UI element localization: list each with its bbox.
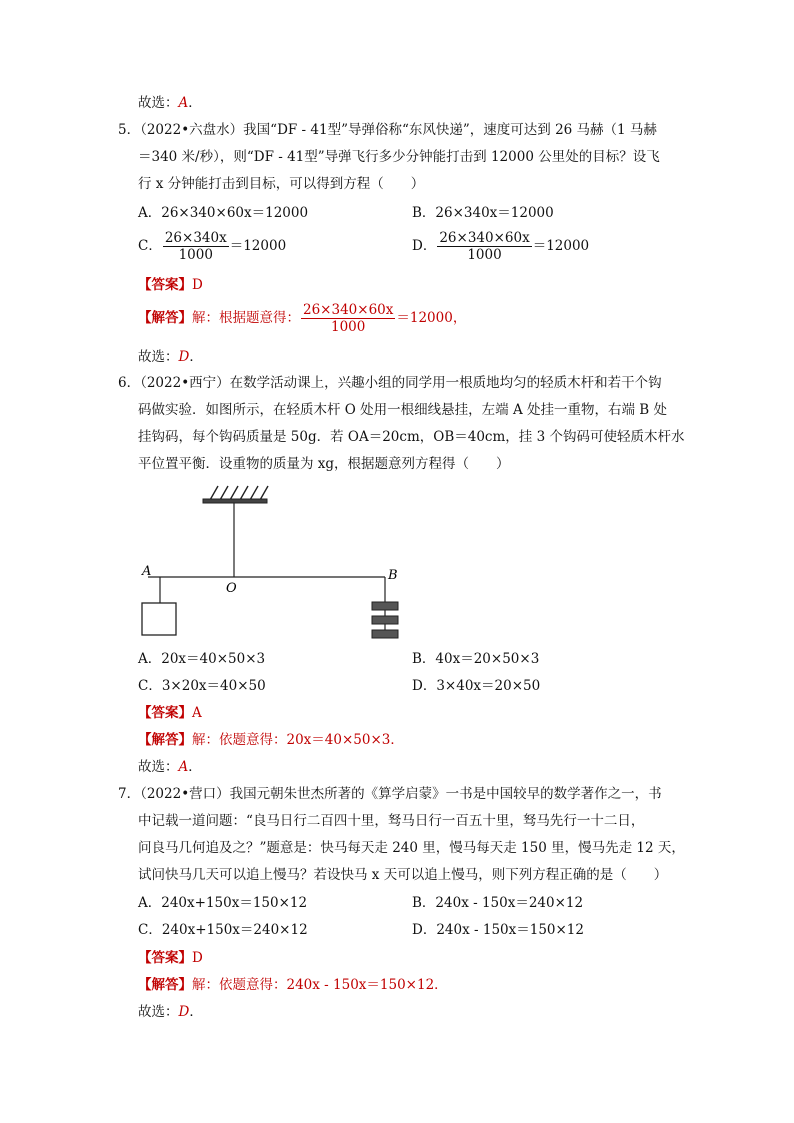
q5-option-c-label: C． xyxy=(138,238,162,254)
q7-source: （2022•营口） xyxy=(140,786,230,802)
q7-analysis-line xyxy=(138,976,448,994)
q5-stem-line3: 行 x 分钟能打击到目标，可以得到方程（ ） xyxy=(138,176,425,192)
q4-choose-end: ． xyxy=(188,95,202,111)
label-a: A xyxy=(142,564,152,579)
q5-option-b: B．26×340x＝12000 xyxy=(412,205,554,221)
q7-choose-label: 故选： xyxy=(138,1004,179,1020)
q5-analysis-tag: 【解答】 xyxy=(138,310,192,326)
q5-answer-tag: 【答案】 xyxy=(138,277,192,293)
q5-analysis-pre: 解：根据题意得： xyxy=(192,310,300,326)
q5-number: 5． xyxy=(118,122,141,138)
q7-stem-line4: 试问快马几天可以追上慢马？若设快马 x 天可以追上慢马，则下列方程正确的是（ ） xyxy=(138,867,668,883)
q7-choose-line xyxy=(138,1003,203,1021)
q5-option-d-denominator: 1000 xyxy=(467,247,502,263)
q5-choose-end: ． xyxy=(189,349,203,365)
ceiling-hatch xyxy=(210,486,268,500)
q7-analysis-pre: 解：依题意得： xyxy=(192,977,287,993)
q5-analysis-rhs: ＝12000， xyxy=(396,310,467,326)
q6-choose-line xyxy=(138,758,202,776)
q5-analysis-fraction xyxy=(301,302,395,335)
q5-option-c-rhs: ＝12000 xyxy=(229,238,287,254)
q7-stem-line2: 中记载一道问题：“良马日行二百四十里，驽马日行一百五十里，驽马先行一十二日， xyxy=(138,813,645,829)
q6-answer-line xyxy=(138,704,202,722)
q5-option-d-numerator: 26×340×60x xyxy=(439,230,530,246)
q6-option-a: A．20x＝40×50×3 xyxy=(138,651,266,667)
q5-option-d xyxy=(412,230,589,263)
q5-choose-line xyxy=(138,348,203,366)
q6-answer-tag: 【答案】 xyxy=(138,705,192,721)
q7-choose-value: D xyxy=(178,1004,190,1020)
q6-option-d: D．3×40x＝20×50 xyxy=(412,678,541,694)
unknown-weight-box xyxy=(142,603,176,635)
ceiling-bar xyxy=(203,499,267,503)
q7-option-d: D．240x - 150x＝150×12 xyxy=(412,922,584,938)
q7-analysis-equation: 240x - 150x＝150×12． xyxy=(286,977,448,993)
q5-option-d-label: D． xyxy=(412,238,437,254)
q6-option-c: C．3×20x＝40×50 xyxy=(138,678,266,694)
q7-answer-line xyxy=(138,949,203,967)
q7-option-a: A．240x+150x＝150×12 xyxy=(138,895,308,911)
q4-choose-label: 故选： xyxy=(138,95,179,111)
q7-stem-line1 xyxy=(118,785,662,803)
q6-analysis-line xyxy=(138,731,404,749)
q7-option-b: B．240x - 150x＝240×12 xyxy=(412,895,584,911)
q5-analysis-line xyxy=(138,302,466,335)
q6-analysis-pre: 解：依题意得： xyxy=(192,732,287,748)
q6-analysis-equation: 20x＝40×50×3． xyxy=(286,732,404,748)
label-o: O xyxy=(226,581,237,596)
hook-weight-3 xyxy=(372,630,398,638)
q7-stem-line3: 问良马几何追及之？”题意是：快马每天走 240 里，慢马每天走 150 里，慢马先走 12 天， xyxy=(138,840,685,856)
q7-text-1: 我国元朝朱世杰所著的《算学启蒙》一书是中国较早的数学著作之一，书 xyxy=(229,786,662,802)
q4-choose-value: A xyxy=(178,95,189,111)
q6-choose-end: ． xyxy=(188,759,202,775)
q6-lever-figure xyxy=(130,482,420,644)
q4-choose-line xyxy=(138,94,202,112)
hook-weight-1 xyxy=(372,602,398,610)
q6-text-1: 在数学活动课上，兴趣小组的同学用一根质地均匀的轻质木杆和若干个钩 xyxy=(229,375,662,391)
q6-choose-value: A xyxy=(178,759,189,775)
q7-answer-value: D xyxy=(192,950,203,966)
q5-source: （2022•六盘水） xyxy=(140,122,244,138)
q5-option-c-numerator: 26×340x xyxy=(164,230,227,246)
q5-stem-line2: ＝340 米/秒），则“DF - 41型”导弹飞行多少分钟能打击到 12000 公里处的目标？设飞 xyxy=(138,149,660,165)
q5-option-d-rhs: ＝12000 xyxy=(532,238,590,254)
q6-analysis-tag: 【解答】 xyxy=(138,732,192,748)
q5-text-1: 我国“DF - 41型”导弹俗称“东风快递”，速度可达到 26 马赫（1 马赫 xyxy=(243,122,657,138)
q5-analysis-numerator: 26×340×60x xyxy=(303,302,394,318)
q7-analysis-tag: 【解答】 xyxy=(138,977,192,993)
q5-analysis-denominator: 1000 xyxy=(331,319,366,335)
q5-choose-label: 故选： xyxy=(138,349,179,365)
q6-stem-line3: 挂钩码，每个钩码质量是 50g．若 OA＝20cm，OB＝40cm，挂 3 个钩码可使轻质木杆水 xyxy=(138,429,685,445)
q6-choose-label: 故选： xyxy=(138,759,179,775)
q6-stem-line4: 平位置平衡．设重物的质量为 xg，根据题意列方程得（ ） xyxy=(138,456,510,472)
q7-choose-end: ． xyxy=(189,1004,203,1020)
label-b: B xyxy=(388,568,398,583)
q5-option-c-fraction xyxy=(163,230,229,263)
q5-stem-line1 xyxy=(118,121,657,139)
q7-answer-tag: 【答案】 xyxy=(138,950,192,966)
q6-option-b: B．40x＝20×50×3 xyxy=(412,651,540,667)
q6-number: 6． xyxy=(118,375,141,391)
q6-stem-line1 xyxy=(118,374,662,392)
q5-option-c-denominator: 1000 xyxy=(178,247,213,263)
q5-option-a: A．26×340×60x＝12000 xyxy=(138,205,309,221)
q6-stem-line2: 码做实验．如图所示，在轻质木杆 O 处用一根细线悬挂，左端 A 处挂一重物，右端 B 处 xyxy=(138,402,667,418)
q5-choose-value: D xyxy=(178,349,190,365)
q5-answer-value: D xyxy=(192,277,203,293)
q7-number: 7． xyxy=(118,786,141,802)
q5-answer-line xyxy=(138,276,203,294)
q5-option-c xyxy=(138,230,286,263)
q6-answer-value: A xyxy=(192,705,202,721)
q7-option-c: C．240x+150x＝240×12 xyxy=(138,922,308,938)
q6-source: （2022•西宁） xyxy=(140,375,230,391)
q5-option-d-fraction xyxy=(437,230,531,263)
hook-weight-2 xyxy=(372,616,398,624)
